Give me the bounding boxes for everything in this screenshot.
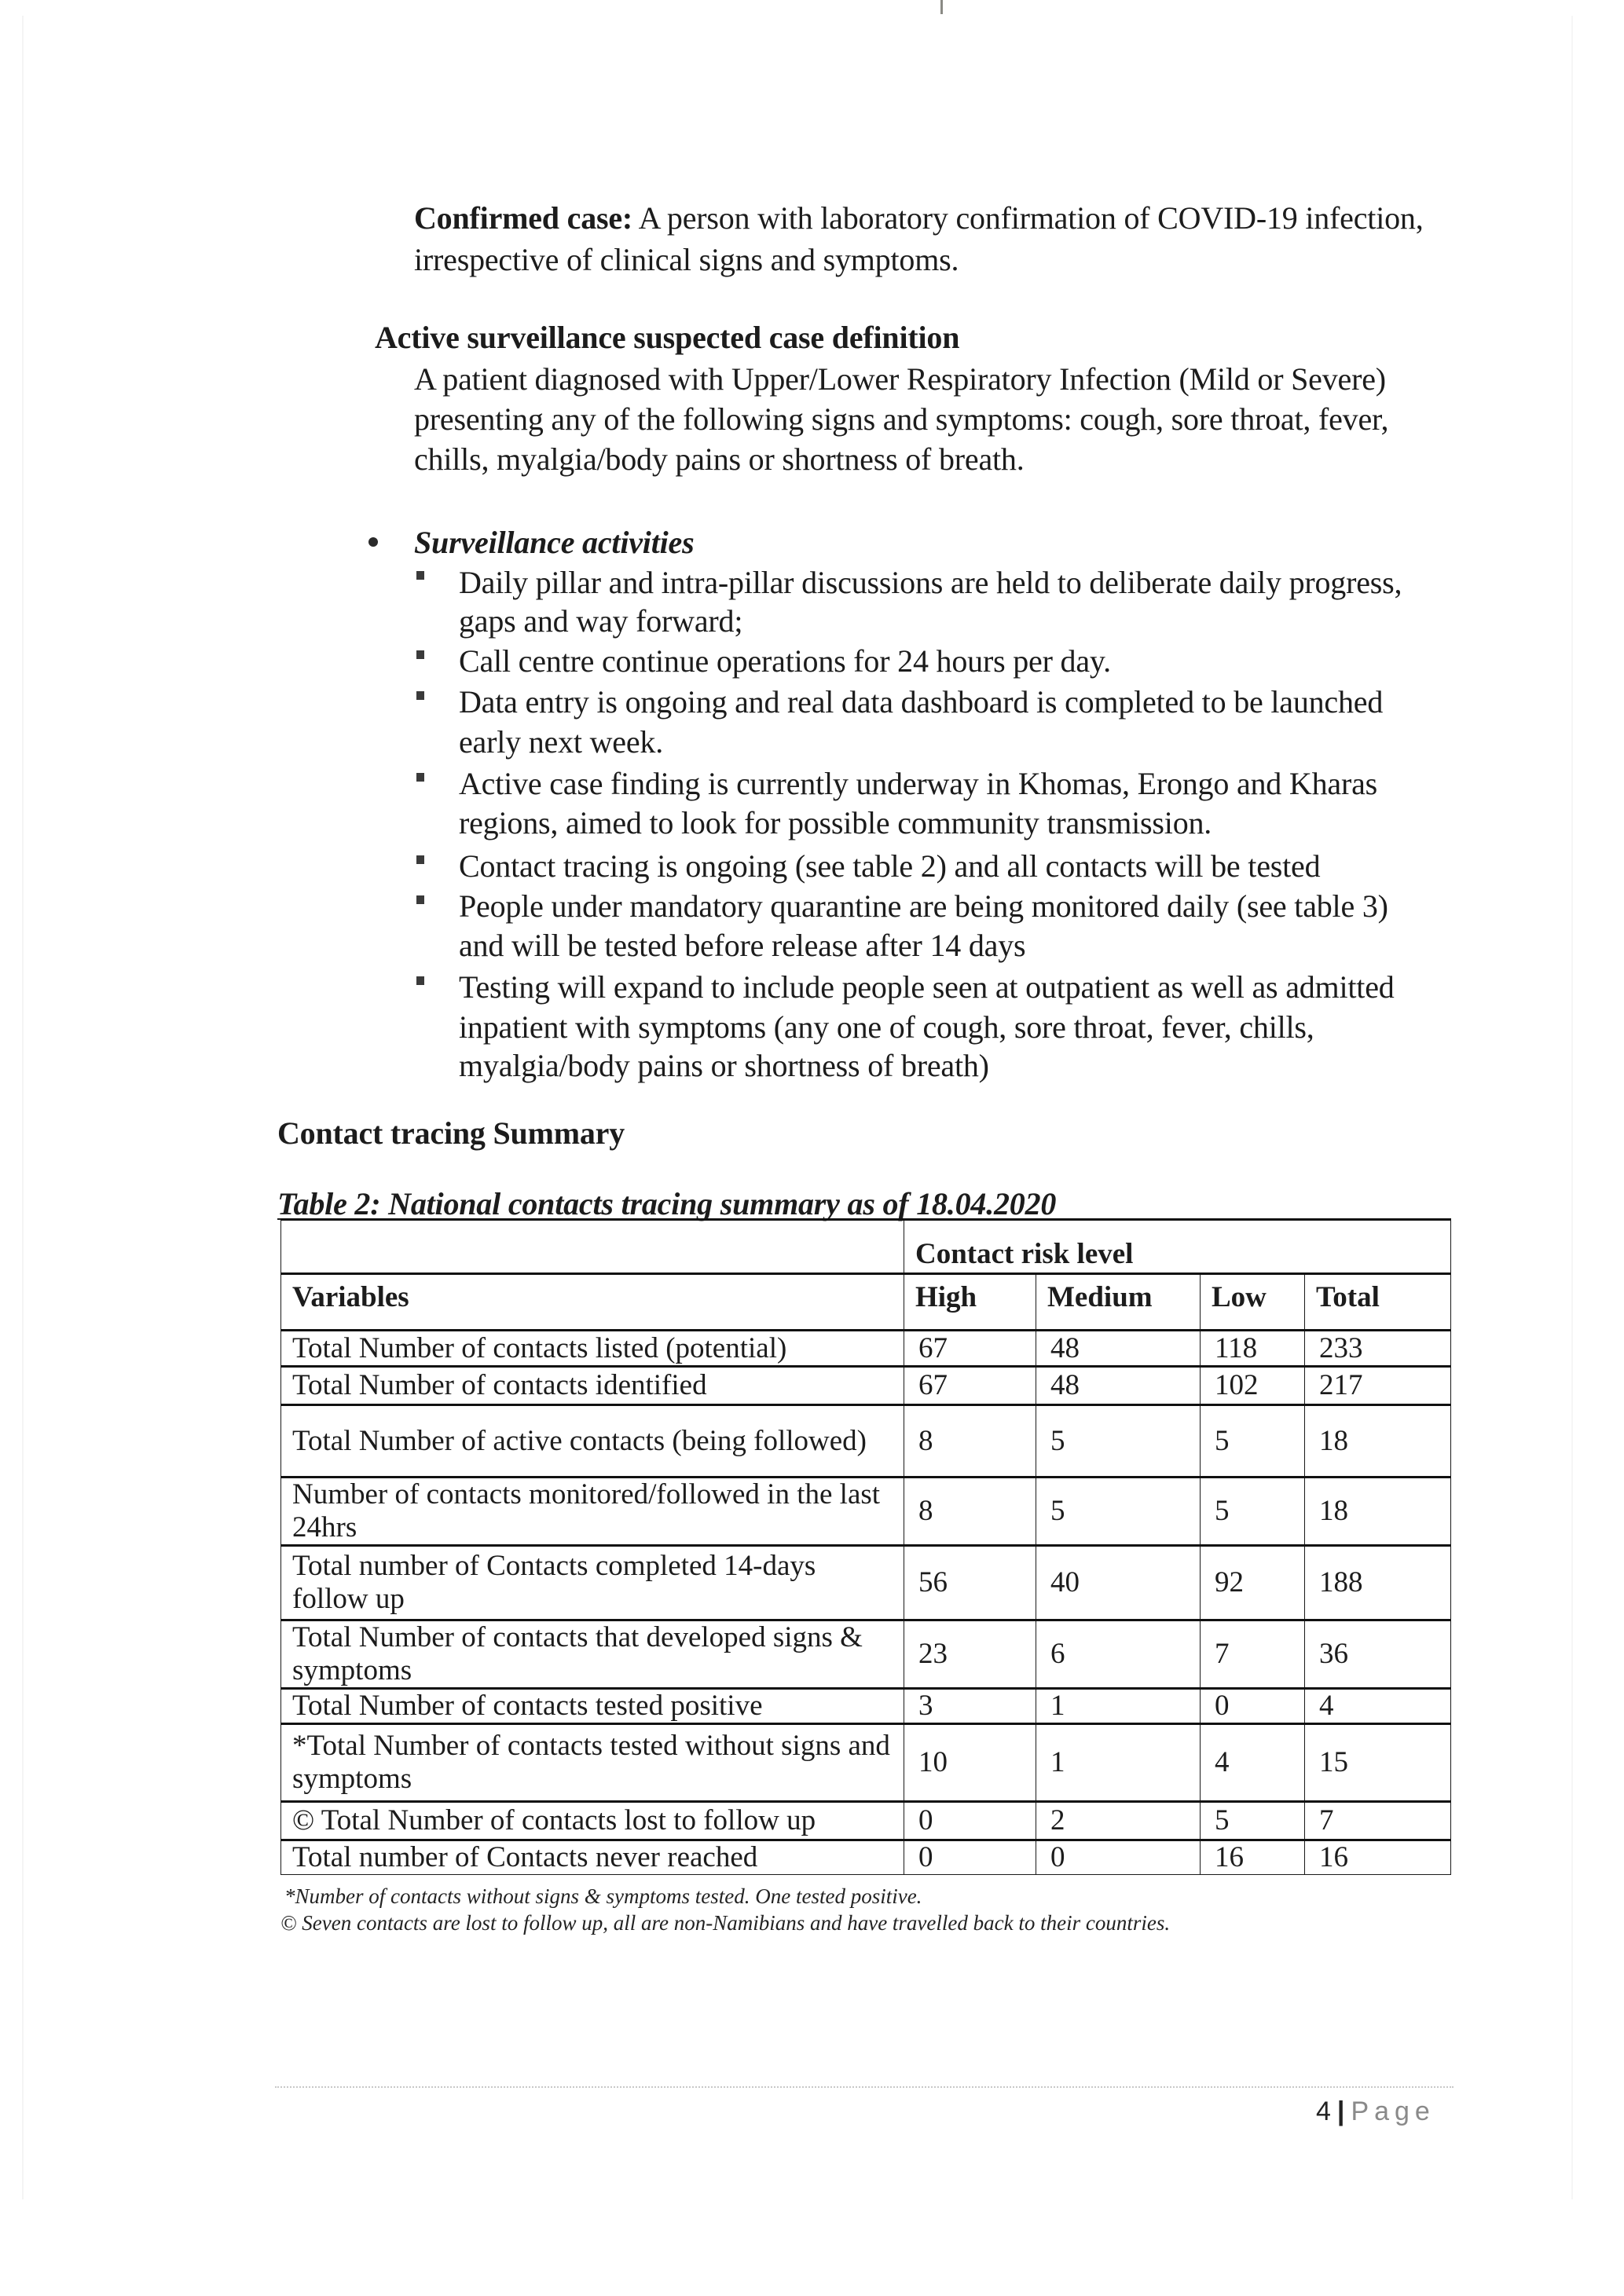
table-row bbox=[281, 1331, 1451, 1367]
surveillance-item-line: gaps and way forward; bbox=[459, 603, 743, 639]
surveillance-item-line: myalgia/body pains or shortness of breath) bbox=[459, 1048, 989, 1083]
square-bullet-icon bbox=[416, 855, 424, 864]
cell-total: 18 bbox=[1305, 1405, 1451, 1478]
surveillance-activities-heading: Surveillance activities bbox=[414, 525, 695, 560]
cell-total: 18 bbox=[1305, 1478, 1451, 1546]
confirmed-case-text: A person with laboratory confirmation of COVID-19 infection, bbox=[632, 200, 1424, 236]
square-bullet-icon bbox=[416, 650, 424, 659]
table-row bbox=[281, 1724, 1451, 1802]
contact-tracing-heading: Contact tracing Summary bbox=[277, 1115, 625, 1151]
cell-low: 7 bbox=[1201, 1620, 1305, 1689]
surveillance-item-line: Active case finding is currently underway in Khomas, Erongo and Kharas bbox=[459, 766, 1377, 801]
column-header-variables: Variables bbox=[281, 1274, 904, 1331]
surveillance-item-line: Contact tracing is ongoing (see table 2) and all contacts will be tested bbox=[459, 848, 1321, 884]
cell-medium: 2 bbox=[1036, 1802, 1201, 1840]
table-row bbox=[281, 1802, 1451, 1840]
column-header-low: Low bbox=[1201, 1274, 1305, 1331]
cell-high: 67 bbox=[904, 1331, 1036, 1367]
column-header-high: High bbox=[904, 1274, 1036, 1331]
surveillance-item-line: Call centre continue operations for 24 hours per day. bbox=[459, 643, 1111, 679]
cell-total: 188 bbox=[1305, 1546, 1451, 1620]
page-number-separator: | bbox=[1336, 2096, 1345, 2126]
cell-medium: 5 bbox=[1036, 1478, 1201, 1546]
column-header-total: Total bbox=[1305, 1274, 1451, 1331]
surveillance-item-line: inpatient with symptoms (any one of cough, sore throat, fever, chills, bbox=[459, 1009, 1314, 1045]
active-surveillance-heading: Active surveillance suspected case definition bbox=[375, 320, 960, 355]
confirmed-case-line-1 bbox=[414, 199, 1424, 238]
contact-tracing-table bbox=[280, 1218, 1451, 1875]
cell-total: 233 bbox=[1305, 1331, 1451, 1367]
cell-medium: 1 bbox=[1036, 1724, 1201, 1802]
cell-low: 5 bbox=[1201, 1405, 1305, 1478]
surveillance-item-line: People under mandatory quarantine are being monitored daily (see table 3) bbox=[459, 888, 1388, 924]
cell-medium: 48 bbox=[1036, 1367, 1201, 1405]
surveillance-item-line: Data entry is ongoing and real data dashboard is completed to be launched bbox=[459, 684, 1384, 720]
cell-high: 8 bbox=[904, 1478, 1036, 1546]
cell-total: 217 bbox=[1305, 1367, 1451, 1405]
cell-variable: Number of contacts monitored/followed in the last 24hrs bbox=[281, 1478, 904, 1546]
table-row bbox=[281, 1840, 1451, 1875]
square-bullet-icon bbox=[416, 571, 424, 580]
cell-low: 0 bbox=[1201, 1689, 1305, 1724]
table-group-header: Contact risk level bbox=[904, 1220, 1451, 1274]
cell-total: 4 bbox=[1305, 1689, 1451, 1724]
cell-variable: Total Number of contacts that developed signs & symptoms bbox=[281, 1620, 904, 1689]
active-surveillance-line: presenting any of the following signs and symptoms: cough, sore throat, fever, bbox=[414, 401, 1389, 437]
table-row bbox=[281, 1546, 1451, 1620]
table-row bbox=[281, 1367, 1451, 1405]
table-group-header-row bbox=[281, 1220, 1451, 1274]
scan-edge bbox=[22, 16, 24, 2199]
cell-medium: 40 bbox=[1036, 1546, 1201, 1620]
table-caption: Table 2: National contacts tracing summary as of 18.04.2020 bbox=[277, 1186, 1057, 1221]
cell-low: 5 bbox=[1201, 1802, 1305, 1840]
square-bullet-icon bbox=[416, 773, 424, 782]
cell-variable: Total number of Contacts completed 14-days follow up bbox=[281, 1546, 904, 1620]
cell-high: 3 bbox=[904, 1689, 1036, 1724]
cell-high: 0 bbox=[904, 1802, 1036, 1840]
page-number-value: 4 bbox=[1316, 2096, 1331, 2126]
scan-mark bbox=[940, 0, 943, 14]
cell-variable: © Total Number of contacts lost to follow up bbox=[281, 1802, 904, 1840]
cell-variable: *Total Number of contacts tested without signs and symptoms bbox=[281, 1724, 904, 1802]
cell-variable: Total Number of active contacts (being followed) bbox=[281, 1405, 904, 1478]
cell-high: 10 bbox=[904, 1724, 1036, 1802]
cell-low: 92 bbox=[1201, 1546, 1305, 1620]
cell-high: 56 bbox=[904, 1546, 1036, 1620]
column-header-medium: Medium bbox=[1036, 1274, 1201, 1331]
cell-high: 0 bbox=[904, 1840, 1036, 1875]
cell-medium: 48 bbox=[1036, 1331, 1201, 1367]
cell-medium: 6 bbox=[1036, 1620, 1201, 1689]
cell-low: 102 bbox=[1201, 1367, 1305, 1405]
page-label: Page bbox=[1351, 2096, 1435, 2126]
surveillance-item-line: and will be tested before release after 14 days bbox=[459, 928, 1026, 963]
table-row bbox=[281, 1689, 1451, 1724]
confirmed-case-label: Confirmed case: bbox=[414, 200, 633, 236]
page-number bbox=[1316, 2096, 1435, 2127]
cell-low: 16 bbox=[1201, 1840, 1305, 1875]
footnote-asterisk: *Number of contacts without signs & symptoms tested. One tested positive. bbox=[284, 1884, 922, 1908]
scan-edge bbox=[1571, 16, 1573, 2199]
active-surveillance-line: A patient diagnosed with Upper/Lower Respiratory Infection (Mild or Severe) bbox=[414, 361, 1386, 397]
cell-variable: Total number of Contacts never reached bbox=[281, 1840, 904, 1875]
square-bullet-icon bbox=[416, 976, 424, 985]
table-header-empty bbox=[281, 1220, 904, 1274]
cell-high: 67 bbox=[904, 1367, 1036, 1405]
footnote-copyright: © Seven contacts are lost to follow up, all are non-Namibians and have travelled back to their countries. bbox=[280, 1911, 1171, 1935]
surveillance-item-line: Testing will expand to include people seen at outpatient as well as admitted bbox=[459, 969, 1395, 1005]
surveillance-item-line: Daily pillar and intra-pillar discussions are held to deliberate daily progress, bbox=[459, 565, 1402, 600]
table-header-row bbox=[281, 1274, 1451, 1331]
cell-total: 36 bbox=[1305, 1620, 1451, 1689]
cell-variable: Total Number of contacts identified bbox=[281, 1367, 904, 1405]
cell-high: 23 bbox=[904, 1620, 1036, 1689]
cell-total: 7 bbox=[1305, 1802, 1451, 1840]
cell-medium: 5 bbox=[1036, 1405, 1201, 1478]
footer-divider bbox=[275, 2086, 1454, 2088]
cell-medium: 0 bbox=[1036, 1840, 1201, 1875]
cell-high: 8 bbox=[904, 1405, 1036, 1478]
square-bullet-icon bbox=[416, 895, 424, 904]
bullet-dot-icon bbox=[368, 537, 378, 547]
table-row bbox=[281, 1478, 1451, 1546]
cell-total: 15 bbox=[1305, 1724, 1451, 1802]
table-row bbox=[281, 1405, 1451, 1478]
surveillance-item-line: regions, aimed to look for possible community transmission. bbox=[459, 805, 1212, 840]
surveillance-item-line: early next week. bbox=[459, 724, 664, 760]
square-bullet-icon bbox=[416, 691, 424, 700]
cell-total: 16 bbox=[1305, 1840, 1451, 1875]
cell-variable: Total Number of contacts listed (potential) bbox=[281, 1331, 904, 1367]
table-row bbox=[281, 1620, 1451, 1689]
cell-low: 4 bbox=[1201, 1724, 1305, 1802]
cell-medium: 1 bbox=[1036, 1689, 1201, 1724]
cell-low: 5 bbox=[1201, 1478, 1305, 1546]
confirmed-case-line-2: irrespective of clinical signs and symptoms. bbox=[414, 242, 959, 277]
cell-low: 118 bbox=[1201, 1331, 1305, 1367]
cell-variable: Total Number of contacts tested positive bbox=[281, 1689, 904, 1724]
active-surveillance-line: chills, myalgia/body pains or shortness of breath. bbox=[414, 441, 1025, 477]
